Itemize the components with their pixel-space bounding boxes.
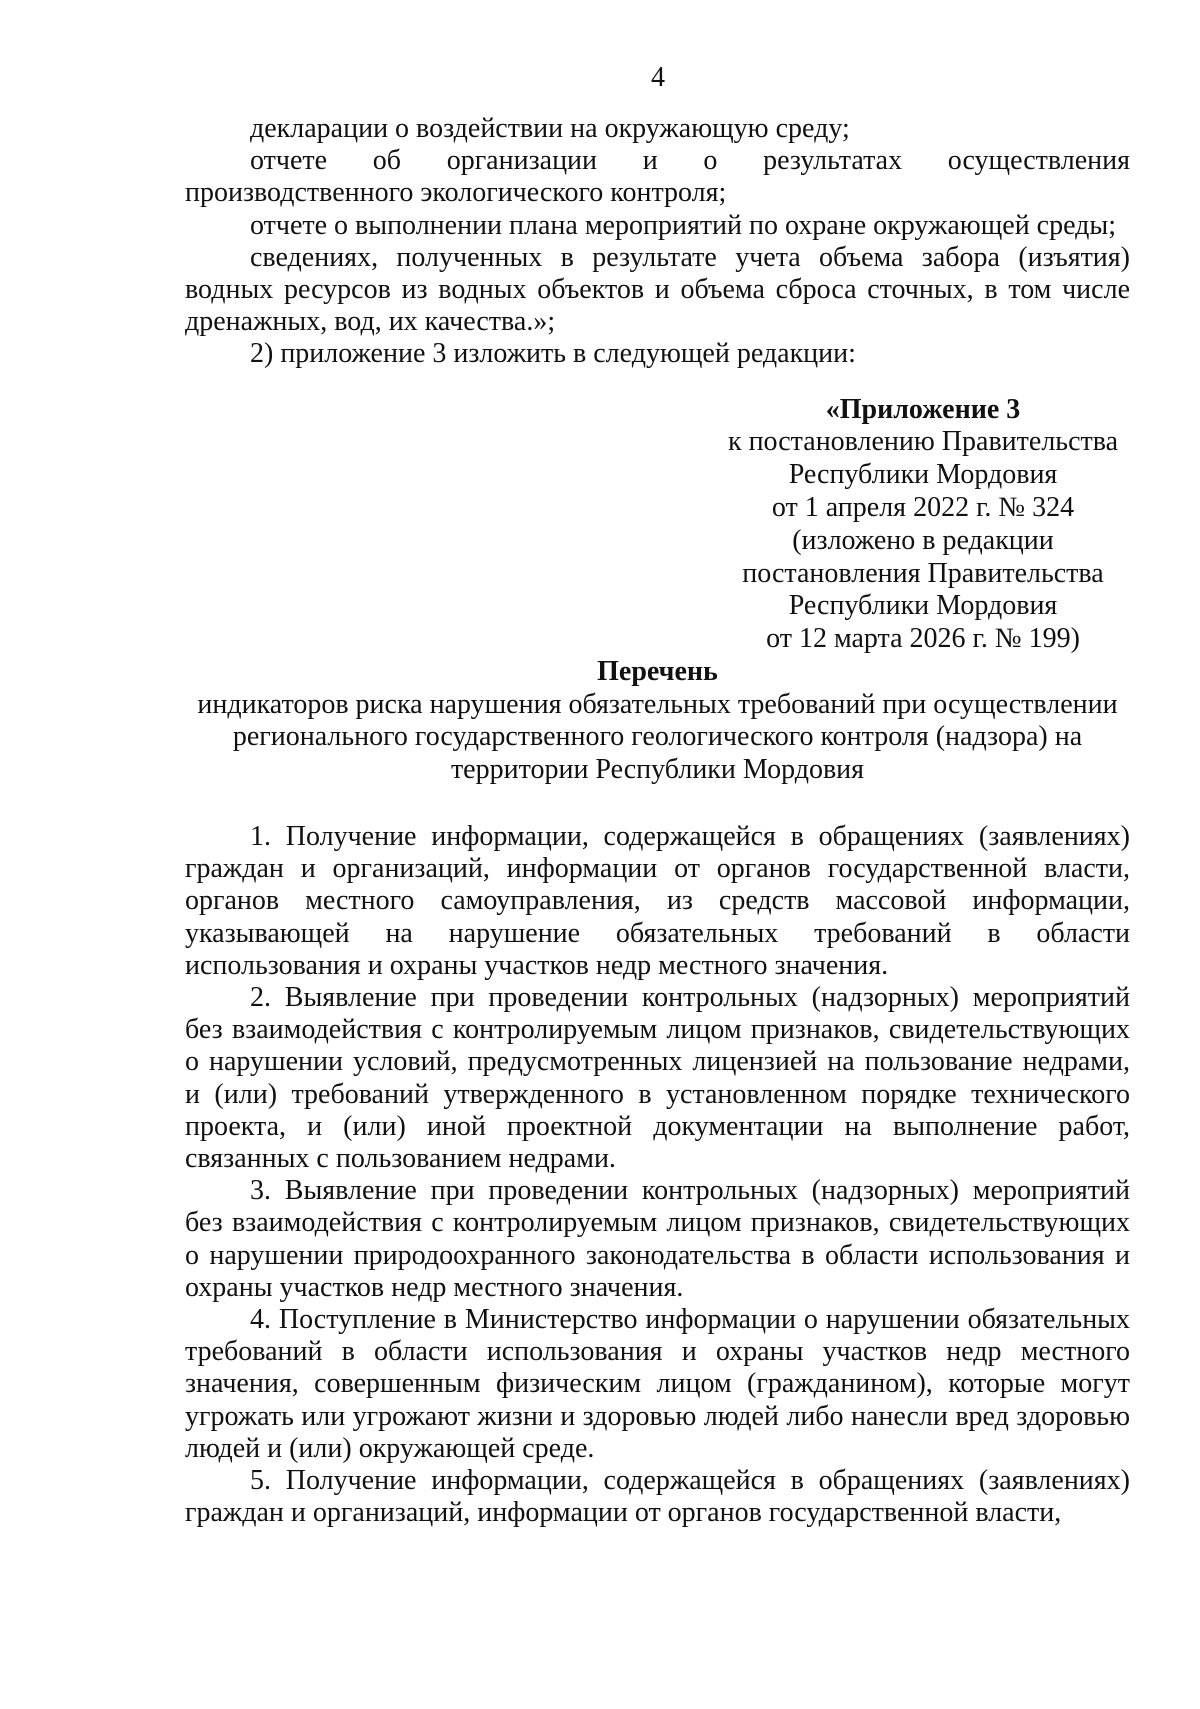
appendix-line: к постановлению Правительства (727, 426, 1119, 458)
list-item: 1. Получение информации, содержащейся в обращениях (заявлениях) граждан и организаций, информации от органов государственной власти, органов местного самоуправления, из средств массовой информации, указывающей на нарушение обязательных требований в области использования и охраны участков недр местного значения. (185, 821, 1130, 981)
list-subtitle-line: территории Республики Мордовия (450, 753, 865, 785)
appendix-title: «Приложение 3 (825, 393, 1021, 425)
appendix-block (713, 394, 1133, 656)
intro-paragraph: отчете о выполнении плана мероприятий по охране окружающей среды; (250, 209, 1117, 241)
intro-paragraph: декларации о воздействии на окружающую среду; (250, 113, 850, 144)
appendix-line: от 1 апреля 2022 г. № 324 (771, 492, 1075, 524)
appendix-line: Республики Мордовия (788, 590, 1058, 622)
list-item: 3. Выявление при проведении контрольных (надзорных) мероприятий без взаимодействия с контролируемым лицом признаков, свидетельствующих о нарушении природоохранного законодательства в области использования и охраны участков недр местного значения. (185, 1175, 1130, 1303)
list-subtitle-line: индикаторов риска нарушения обязательных требований при осуществлении (197, 688, 1118, 720)
page-number: 4 (651, 62, 665, 93)
intro-paragraph: отчете об организации и о результатах осуществления производственного экологического контроля; (185, 145, 1130, 209)
intro-paragraph: сведениях, полученных в результате учета объема забора (изъятия) водных ресурсов из водных объектов и объема сброса сточных, в том числе дренажных, вод, их качества.»; (185, 241, 1130, 338)
list-item: 2. Выявление при проведении контрольных (надзорных) мероприятий без взаимодействия с контролируемым лицом признаков, свидетельствующих о нарушении условий, предусмотренных лицензией на пользование недрами, и (или) требований утвержденного в установленном порядке технического проекта, и (или) иной проектной документации на выполнение работ, связанных с пользованием недрами. (185, 982, 1130, 1175)
risk-indicator-list (185, 821, 1130, 1529)
list-subtitle-line: регионального государственного геологического контроля (надзора) на (232, 721, 1083, 752)
appendix-line: Республики Мордовия (788, 459, 1058, 491)
amendment-instruction: 2) приложение 3 изложить в следующей редакции: (250, 338, 856, 370)
list-item: 5. Получение информации, содержащейся в обращениях (заявлениях) граждан и организаций, информации от органов государственной власти, (185, 1465, 1130, 1529)
appendix-line: от 12 марта 2026 г. № 199) (766, 623, 1080, 655)
list-heading (185, 656, 1130, 786)
document-body (185, 113, 1130, 1529)
appendix-line: (изложено в редакции (792, 524, 1054, 556)
appendix-line: постановления Правительства (742, 557, 1104, 589)
list-item: 4. Поступление в Министерство информации о нарушении обязательных требований в области использования и охраны участков недр местного значения, совершенным физическим лицом (гражданином), которые могут угрожать или угрожают жизни и здоровью людей либо нанесли вред здоровью людей и (или) окружающей среде. (185, 1304, 1130, 1464)
list-title: Перечень (597, 656, 718, 687)
